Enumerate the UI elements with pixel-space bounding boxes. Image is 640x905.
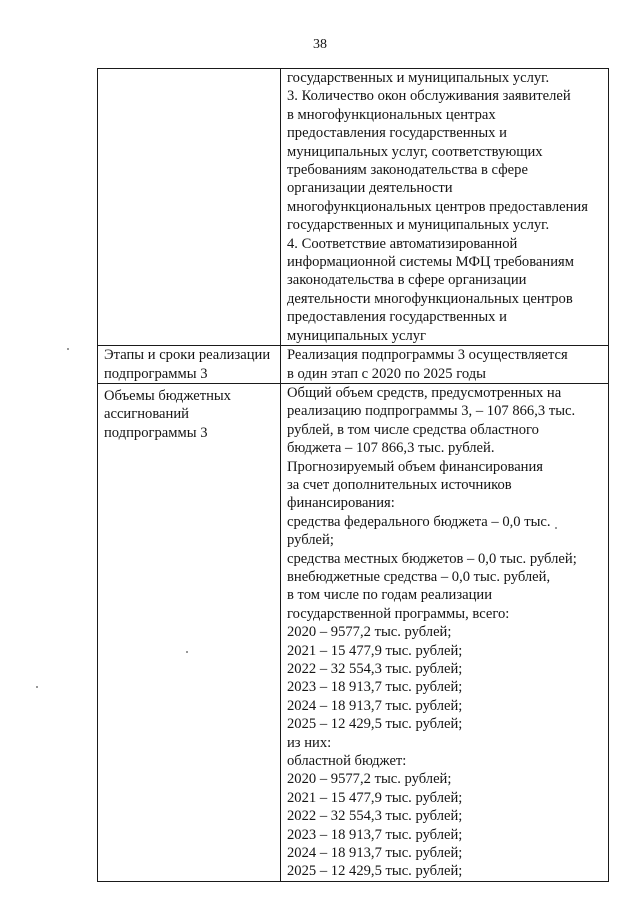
- row-text-line: Реализация подпрограммы 3 осуществляется: [287, 347, 568, 364]
- row-text-line: 2025 – 12 429,5 тыс. рублей;: [287, 716, 463, 733]
- row-text-line: законодательства в сфере организации: [287, 272, 527, 289]
- row-text-line: финансирования:: [287, 495, 395, 512]
- row-text-line: 4. Соответствие автоматизированной: [287, 235, 518, 252]
- row-text-line: 2024 – 18 913,7 тыс. рублей;: [287, 697, 463, 714]
- row-text-line: из них:: [287, 734, 332, 751]
- row-label-line: Этапы и сроки реализации: [104, 347, 271, 364]
- row-text-line: многофункциональных центров предоставления: [287, 198, 588, 215]
- row-text-line: в многофункциональных центрах: [287, 106, 496, 123]
- row-text-line: в один этап с 2020 по 2025 годы: [287, 365, 486, 382]
- row-text-line: требованиям законодательства в сфере: [287, 162, 528, 179]
- row-text-line: за счет дополнительных источников: [287, 476, 512, 493]
- row-text-line: средства федерального бюджета – 0,0 тыс.: [287, 513, 551, 530]
- row-text-line: 2021 – 15 477,9 тыс. рублей;: [287, 789, 463, 806]
- table-row-indicators-continued: [98, 69, 609, 346]
- row-label-cell: [98, 346, 281, 384]
- row-text-cell: [281, 383, 609, 881]
- row-text-line: средства местных бюджетов – 0,0 тыс. рублей;: [287, 550, 577, 567]
- row-text-line: муниципальных услуг, соответствующих: [287, 143, 543, 160]
- row-text-line: бюджета – 107 866,3 тыс. рублей.: [287, 440, 495, 457]
- row-text-line: предоставления государственных и: [287, 309, 507, 326]
- row-text-line: 2022 – 32 554,3 тыс. рублей;: [287, 808, 463, 825]
- row-text-line: 2021 – 15 477,9 тыс. рублей;: [287, 642, 463, 659]
- table-row-stages-and-terms: [98, 346, 609, 384]
- row-text-line: 2023 – 18 913,7 тыс. рублей;: [287, 679, 463, 696]
- row-text-line: рублей, в том числе средства областного: [287, 421, 539, 438]
- scan-speck: [186, 651, 188, 653]
- row-text-line: в том числе по годам реализации: [287, 587, 493, 604]
- scan-speck: [67, 348, 69, 350]
- row-text-line: предоставления государственных и: [287, 125, 507, 142]
- row-text-line: Прогнозируемый объем финансирования: [287, 458, 544, 475]
- row-label-line: подпрограммы 3: [104, 365, 208, 382]
- row-label-line: ассигнований: [104, 406, 189, 423]
- row-text-line: 2020 – 9577,2 тыс. рублей;: [287, 771, 452, 788]
- row-label-line: Объемы бюджетных: [104, 387, 231, 404]
- scan-speck: [555, 527, 557, 529]
- subprogram-passport-table: [97, 68, 609, 882]
- row-text-line: государственных и муниципальных услуг.: [287, 217, 550, 234]
- row-text-cell: [281, 69, 609, 346]
- row-text-line: рублей;: [287, 532, 334, 549]
- row-label-cell: [98, 383, 281, 881]
- row-text-line: 2024 – 18 913,7 тыс. рублей;: [287, 845, 463, 862]
- row-text-line: Общий объем средств, предусмотренных на: [287, 384, 562, 401]
- row-label-line: подпрограммы 3: [104, 424, 208, 441]
- row-text-line: муниципальных услуг: [287, 327, 427, 344]
- row-text-line: государственных и муниципальных услуг.: [287, 70, 550, 86]
- row-text-line: государственной программы, всего:: [287, 605, 510, 622]
- row-text-line: внебюджетные средства – 0,0 тыс. рублей,: [287, 568, 551, 585]
- row-text-line: областной бюджет:: [287, 753, 407, 770]
- row-text-line: деятельности многофункциональных центров: [287, 290, 573, 307]
- row-text-line: организации деятельности: [287, 180, 453, 197]
- row-text-line: информационной системы МФЦ требованиям: [287, 254, 574, 271]
- row-text-cell: [281, 346, 609, 384]
- page-number: 38: [313, 37, 327, 52]
- row-label-cell: [98, 69, 281, 346]
- row-text-line: 2023 – 18 913,7 тыс. рублей;: [287, 826, 463, 843]
- row-text-line: 2020 – 9577,2 тыс. рублей;: [287, 624, 452, 641]
- row-text-line: 2025 – 12 429,5 тыс. рублей;: [287, 863, 463, 880]
- scan-speck: [36, 686, 38, 688]
- row-text-line: 2022 – 32 554,3 тыс. рублей;: [287, 661, 463, 677]
- row-text-line: 3. Количество окон обслуживания заявителей: [287, 88, 571, 105]
- row-text-line: реализацию подпрограммы 3, – 107 866,3 тыс.: [287, 403, 576, 420]
- table-row-budget-allocations: [98, 383, 609, 881]
